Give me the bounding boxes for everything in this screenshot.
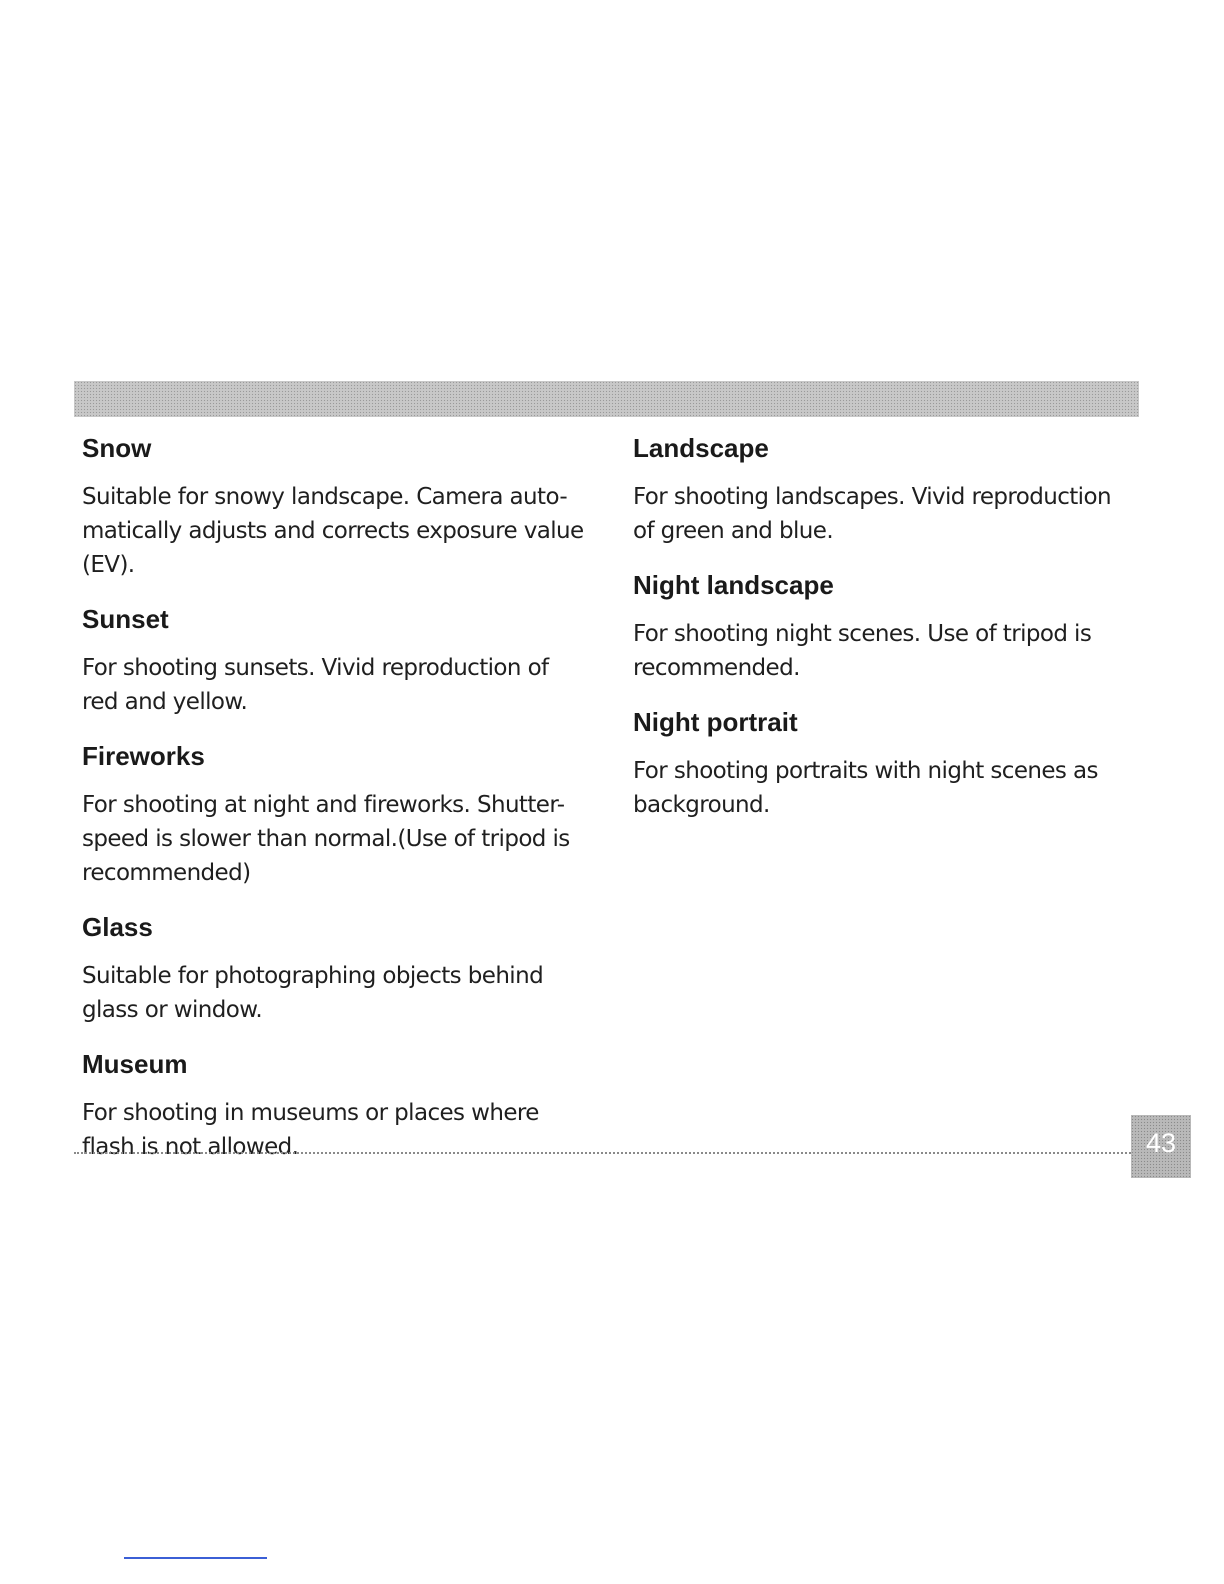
section-description: For shooting night scenes. Use of tripod is recommended. — [633, 621, 1092, 681]
section-description: Suitable for snowy landscape. Camera auto- matically adjusts and corrects exposure value (EV). — [82, 484, 584, 578]
section-header-bar — [74, 381, 1139, 417]
section-title: Snow — [82, 433, 152, 463]
left-column — [82, 430, 602, 1183]
scene-mode-glass — [82, 909, 602, 1027]
scene-mode-sunset — [82, 601, 602, 719]
section-description: For shooting sunsets. Vivid reproduction of red and yellow. — [82, 655, 549, 715]
section-title: Fireworks — [82, 741, 205, 771]
page-number-badge: 43 — [1131, 1115, 1191, 1178]
section-title: Glass — [82, 912, 153, 942]
section-description: Suitable for photographing objects behind glass or window. — [82, 963, 544, 1023]
section-title: Night portrait — [633, 707, 798, 737]
section-description: For shooting landscapes. Vivid reproduction of green and blue. — [633, 484, 1111, 544]
scene-mode-snow — [82, 430, 602, 582]
scene-mode-museum — [82, 1046, 602, 1164]
scene-mode-fireworks — [82, 738, 602, 890]
scene-mode-night-portrait — [633, 704, 1133, 822]
section-title: Landscape — [633, 433, 769, 463]
scene-mode-night-landscape — [633, 567, 1133, 685]
section-title: Museum — [82, 1049, 188, 1079]
scene-mode-landscape — [633, 430, 1133, 548]
right-column — [633, 430, 1133, 841]
bottom-rule — [124, 1557, 267, 1559]
footer-divider — [74, 1152, 1134, 1154]
section-title: Night landscape — [633, 570, 834, 600]
section-description: For shooting at night and fireworks. Shutter- speed is slower than normal.(Use of tripod is recommended) — [82, 792, 570, 886]
section-description: For shooting portraits with night scenes as background. — [633, 758, 1098, 818]
section-description: For shooting in museums or places where flash is not allowed. — [82, 1100, 539, 1160]
section-title: Sunset — [82, 604, 169, 634]
